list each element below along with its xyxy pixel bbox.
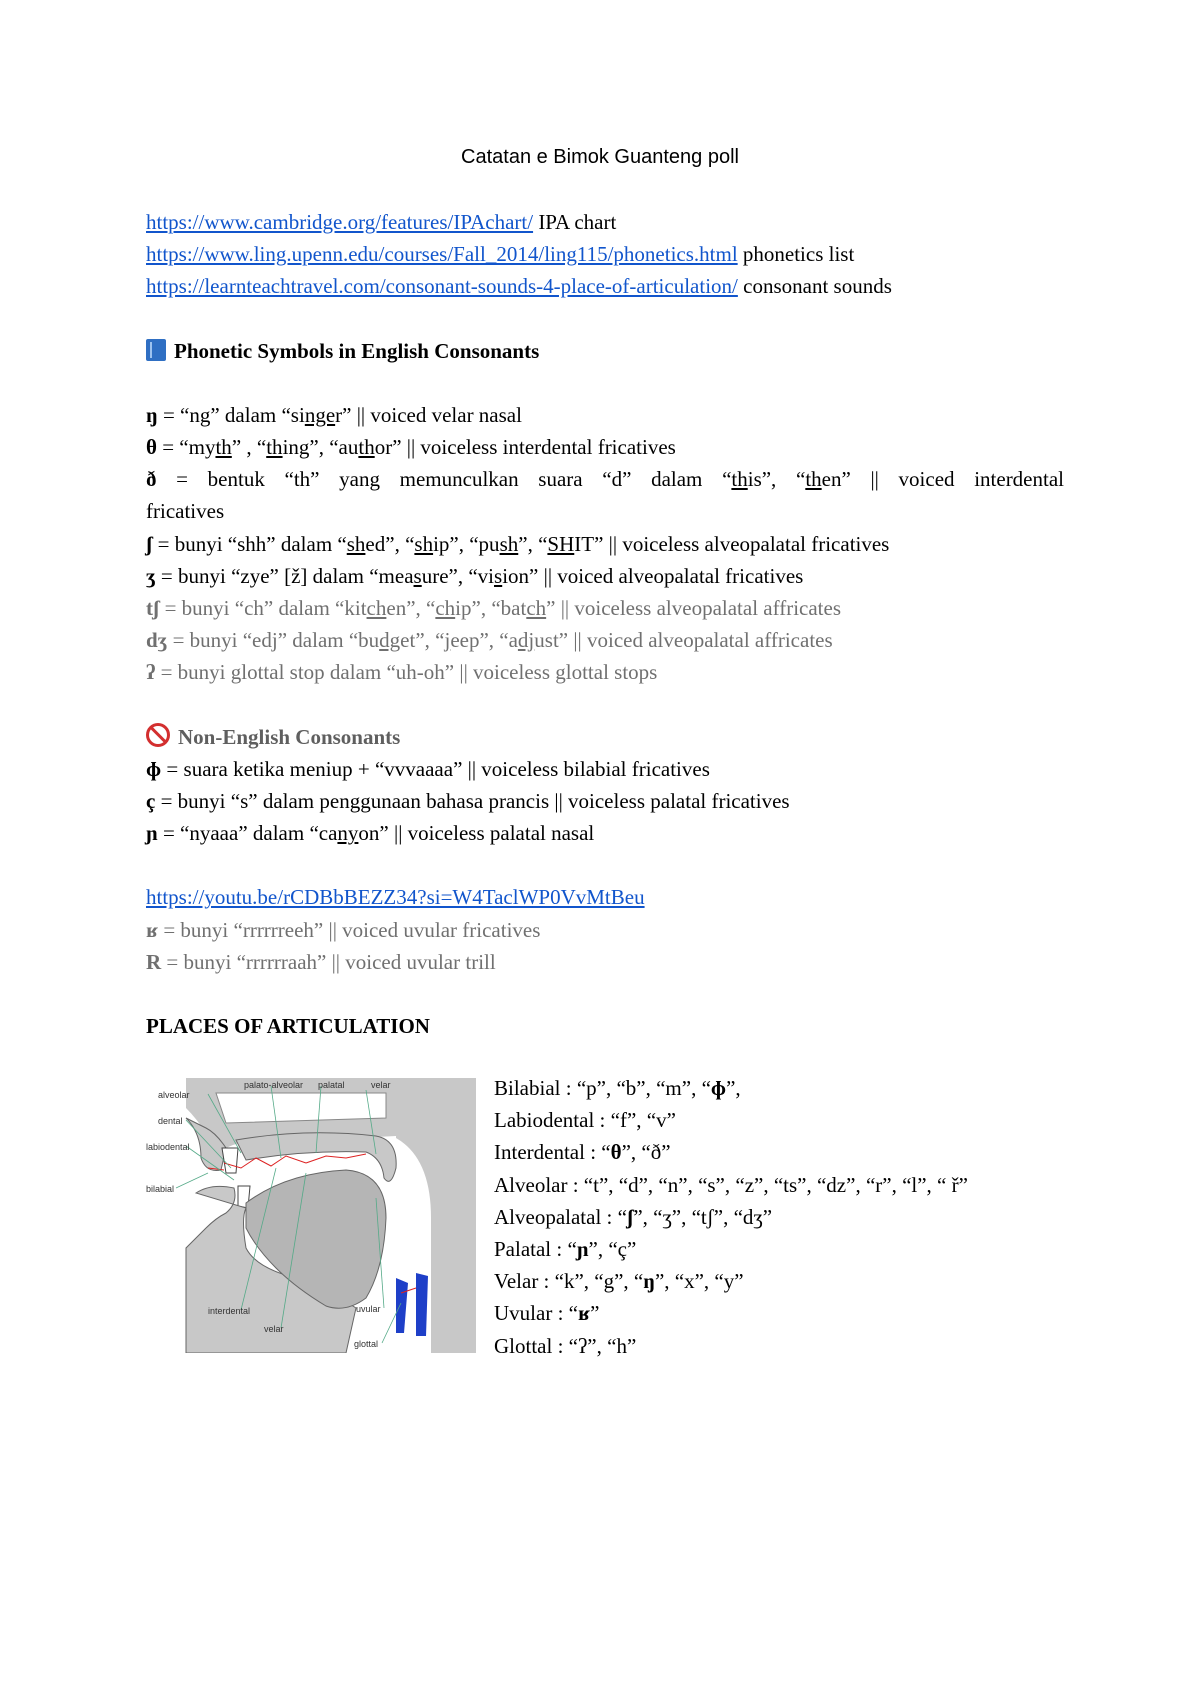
entry-text: en” || voiced interdental	[821, 467, 1064, 492]
place-item	[494, 1072, 968, 1104]
entry-text: = bunyi “s” dalam penggunaan bahasa prancis || voiceless palatal fricatives	[155, 789, 790, 814]
place-item	[494, 1136, 968, 1168]
consonant-entry	[146, 914, 1064, 946]
entry-text: en”, “	[386, 596, 436, 621]
entry-text: is”, “	[747, 467, 806, 492]
entry-text: ing”, “au	[282, 435, 359, 460]
consonant-entry	[146, 560, 1064, 592]
consonant-entry	[146, 463, 1064, 495]
symbol: ʒ	[146, 563, 156, 588]
place-item	[494, 1104, 968, 1136]
place-text: Alveopalatal : “	[494, 1204, 627, 1229]
section-heading-places: PLACES OF ARTICULATION	[146, 1014, 430, 1039]
entry-text: ure”, “vi	[421, 563, 495, 588]
entry-underline: SH	[547, 531, 575, 556]
place-text: ”,	[726, 1076, 741, 1100]
consonant-entry	[146, 592, 1064, 624]
entry-underline: th	[215, 435, 232, 460]
symbol: θ	[146, 435, 157, 460]
consonant-entry	[146, 817, 1064, 849]
place-text: ”, “ʒ”, “tʃ”, “dʒ”	[633, 1204, 773, 1229]
symbol: ʃ	[626, 1204, 634, 1229]
place-text: ”, “ç”	[588, 1237, 637, 1262]
page-title: Catatan e Bimok Guanteng poll	[461, 146, 739, 168]
link-line	[146, 270, 1064, 302]
ipa-chart-link[interactable]: https://www.cambridge.org/features/IPAchart/	[146, 210, 534, 234]
place-text: ”, “x”, “y”	[654, 1269, 744, 1294]
entry-text: IT” || voiceless alveopalatal fricatives	[574, 531, 890, 556]
entry-text: ip”, “bat	[455, 596, 527, 621]
entry-underline: th	[266, 435, 283, 460]
entry-underline: dj	[517, 628, 535, 653]
book-icon	[146, 339, 166, 361]
places-list	[494, 1072, 968, 1362]
entry-text: = bunyi “ch” dalam “kit	[159, 596, 367, 621]
symbol: ç	[146, 789, 156, 814]
place-text: ”, “ð”	[621, 1140, 671, 1165]
consonant-entry	[146, 785, 1064, 817]
label-uvular: uvular	[356, 1304, 381, 1314]
symbol: dʒ	[146, 628, 168, 653]
consonant-entry	[146, 624, 1064, 656]
symbol: ŋ	[643, 1269, 655, 1294]
place-text: Alveolar : “t”, “d”, “n”, “s”, “z”, “ts”, “dz”, “r”, “l”, “ ř”	[494, 1172, 968, 1197]
place-text: Interdental : “	[494, 1140, 611, 1165]
symbol: ʁ	[577, 1301, 591, 1326]
consonant-sounds-link[interactable]: https://learnteachtravel.com/consonant-sounds-4-place-of-articulation/	[146, 274, 738, 299]
entry-underline: ch	[366, 596, 387, 621]
entry-underline: th	[805, 467, 822, 492]
place-text: Velar : “k”, “g”, “	[494, 1269, 644, 1294]
symbol: R	[146, 949, 162, 974]
symbol: ɲ	[576, 1237, 589, 1262]
entry-text: ip”, “pu	[433, 531, 500, 556]
nasal-cavity	[216, 1093, 386, 1123]
link-description: IPA chart	[533, 210, 617, 234]
symbol: θ	[610, 1140, 622, 1165]
entry-underline: ch	[526, 596, 547, 621]
vocal-tract-diagram	[146, 1078, 476, 1353]
label-labiodental: labiodental	[146, 1142, 190, 1152]
label-dental: dental	[158, 1116, 183, 1126]
entry-text: = bunyi “edj” dalam “bu	[167, 628, 380, 653]
entry-text: or” || voiceless interdental fricatives	[374, 435, 676, 460]
entry-text: = bentuk “th” yang memunculkan suara “d” dalam “	[156, 467, 732, 492]
consonant-entry	[146, 528, 1064, 560]
label-bilabial: bilabial	[146, 1184, 175, 1194]
symbol: ɲ	[146, 821, 158, 846]
symbol: ɸ	[710, 1076, 727, 1100]
phonetics-list-link[interactable]: https://www.ling.upenn.edu/courses/Fall_2014/ling115/phonetics.html	[146, 242, 738, 267]
entry-text: ” , “	[231, 435, 267, 460]
entry-underline: th	[358, 435, 375, 460]
entry-text: eep”, “a	[450, 628, 518, 653]
symbol: ʁ	[146, 917, 159, 942]
entry-text: = bunyi “shh” dalam “	[152, 531, 347, 556]
entry-text: et”, “	[400, 628, 445, 653]
section-heading-non-english	[146, 721, 1064, 753]
place-item	[494, 1330, 968, 1362]
entry-underline: s	[494, 563, 503, 588]
label-alveolar: alveolar	[158, 1090, 190, 1100]
entry-underline: sh	[499, 531, 519, 556]
place-text: Uvular : “	[494, 1301, 578, 1326]
label-glottal: glottal	[354, 1339, 379, 1349]
consonant-entry	[146, 753, 1064, 785]
entry-text: = bunyi “rrrrrreeh” || voiced uvular fricatives	[158, 917, 541, 942]
symbol: ɸ	[146, 756, 162, 781]
consonant-entry	[146, 431, 1064, 463]
entry-text: ed”, “	[365, 531, 415, 556]
label-palato-alveolar: palato-alveolar	[244, 1080, 304, 1090]
consonant-entry	[146, 399, 1064, 431]
consonant-entry-wrap: fricatives	[146, 499, 225, 524]
place-item	[494, 1201, 968, 1233]
vocal-fold-left	[396, 1278, 408, 1333]
entry-underline: ch	[435, 596, 456, 621]
entry-text: ust” || voiced alveopalatal affricates	[534, 628, 833, 653]
link-line	[146, 206, 1064, 238]
entry-underline: ny	[337, 821, 359, 846]
entry-text: r” || voiced velar nasal	[335, 402, 522, 427]
entry-text: = “ng” dalam “si	[157, 402, 305, 427]
entry-underline: j	[444, 628, 451, 653]
entry-text: = suara ketika meniup + “vvvaaaa” || voiceless bilabial fricatives	[161, 756, 710, 781]
entry-text: ion” || voiced alveopalatal fricatives	[502, 563, 804, 588]
pharynx-wall	[396, 1078, 476, 1353]
symbol: tʃ	[146, 596, 160, 621]
entry-text: = “nyaaa” dalam “ca	[157, 821, 338, 846]
heading-text: Phonetic Symbols in English Consonants	[174, 338, 540, 363]
entry-text: = bunyi “zye” [ž] dalam “mea	[155, 563, 414, 588]
section-heading-english	[146, 335, 1064, 367]
place-text: Glottal : “ʔ”, “h”	[494, 1333, 637, 1358]
symbol: ŋ	[146, 402, 158, 427]
label-velar: velar	[371, 1080, 391, 1090]
place-text: ”	[590, 1301, 600, 1326]
label-velar-low: velar	[264, 1324, 284, 1334]
vocal-fold-right	[416, 1273, 428, 1336]
place-text: Palatal : “	[494, 1237, 577, 1262]
link-description: phonetics list	[737, 242, 855, 267]
consonant-entry	[146, 656, 1064, 688]
label-palatal: palatal	[318, 1080, 345, 1090]
entry-text: ” || voiceless alveopalatal affricates	[546, 596, 842, 621]
link-line	[146, 238, 1064, 270]
link-description: consonant sounds	[737, 274, 892, 299]
entry-underline: dg	[379, 628, 401, 653]
entry-text: on” || voiceless palatal nasal	[358, 821, 595, 846]
place-text: Bilabial : “p”, “b”, “m”, “	[494, 1076, 711, 1100]
entry-underline: sh	[346, 531, 366, 556]
document-body	[146, 206, 1064, 1042]
place-item	[494, 1297, 968, 1329]
entry-text: = “my	[156, 435, 216, 460]
youtube-link[interactable]: https://youtu.be/rCDBbBEZZ34?si=W4TaclWP0VvMtBeu	[146, 885, 645, 910]
place-item	[494, 1169, 968, 1201]
symbol: ð	[146, 467, 157, 492]
entry-text: ”, “	[518, 531, 548, 556]
label-interdental: interdental	[208, 1306, 251, 1316]
place-item	[494, 1233, 968, 1265]
place-text: Labiodental : “f”, “v”	[494, 1108, 676, 1133]
entry-text: = bunyi glottal stop dalam “uh-oh” || voiceless glottal stops	[155, 660, 658, 685]
entry-text: = bunyi “rrrrrraah” || voiced uvular trill	[161, 949, 496, 974]
place-item	[494, 1265, 968, 1297]
no-entry-icon	[146, 723, 170, 747]
symbol: ʔ	[146, 660, 156, 685]
entry-underline: th	[731, 467, 748, 492]
entry-underline: sh	[414, 531, 434, 556]
heading-text: Non-English Consonants	[178, 724, 401, 749]
youtube-link-line	[146, 881, 1064, 913]
entry-underline: nge	[304, 402, 336, 427]
entry-underline: s	[413, 563, 422, 588]
consonant-entry	[146, 946, 1064, 978]
symbol: ʃ	[146, 531, 153, 556]
